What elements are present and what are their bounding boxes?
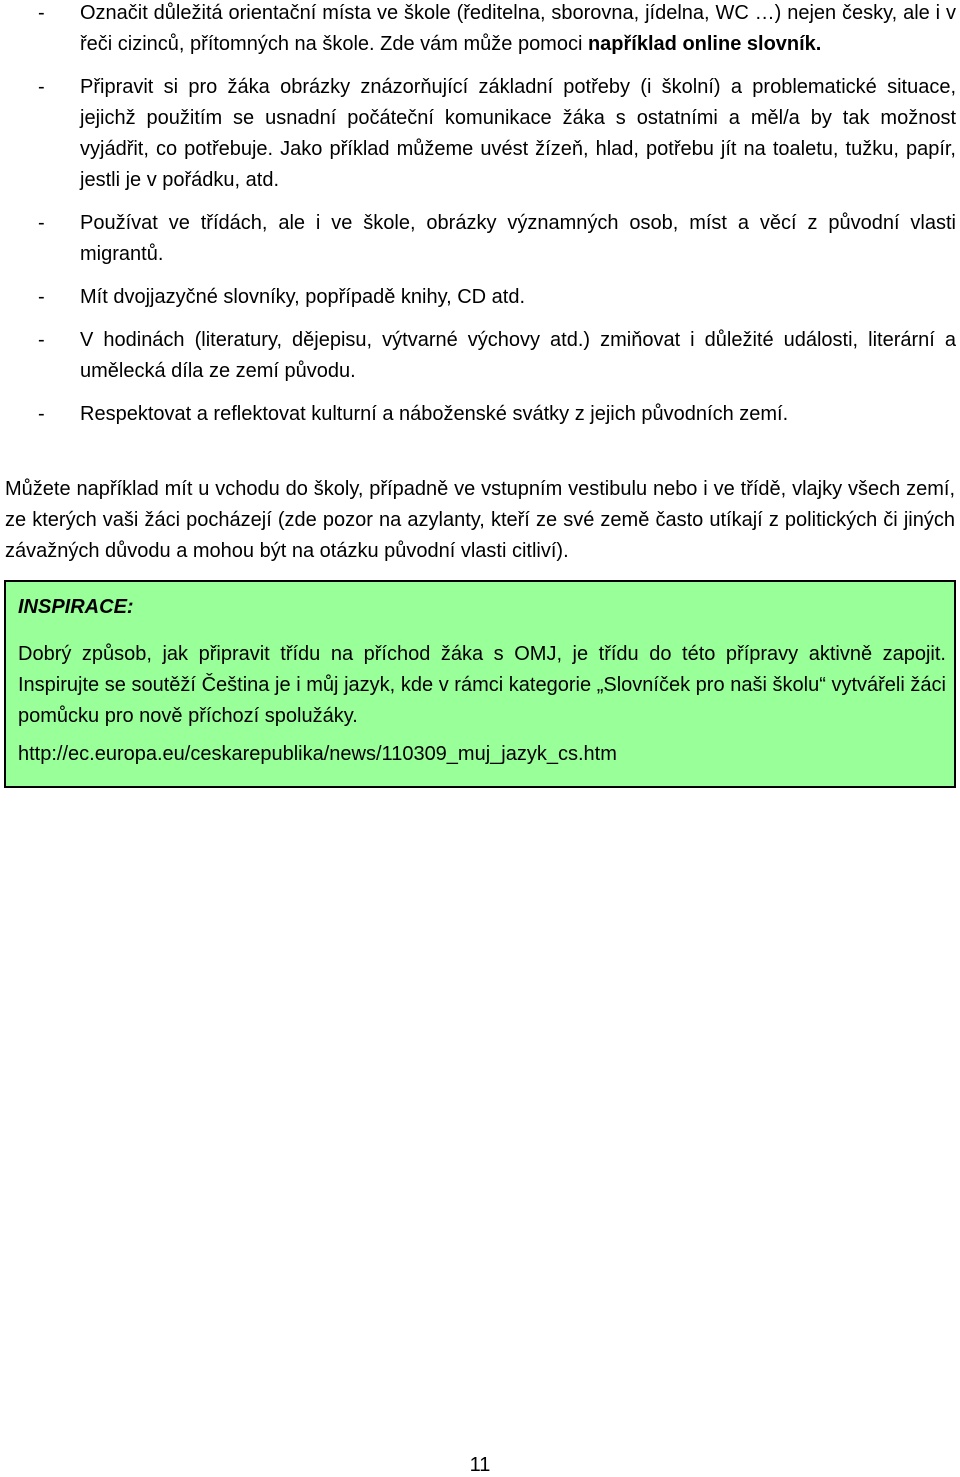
list-dash: - (38, 329, 45, 351)
list-dash: - (38, 403, 45, 425)
list-item (0, 282, 960, 313)
inspiration-link[interactable]: http://ec.europa.eu/ceskarepublika/news/110309_muj_jazyk_cs.htm (18, 743, 617, 765)
inspiration-box (4, 580, 956, 788)
inspiration-body: Dobrý způsob, jak připravit třídu na příchod žáka s OMJ, je třídu do této přípravy aktivně zapojit. Inspirujte se soutěží Čeština je i můj jazyk, kde v rámci kategorie „Slovníček pro naši školu“ vytvářeli žáci pomůcku pro nově příchozí spolužáky. (18, 643, 946, 727)
list-item-text: Označit důležitá orientační místa ve škole (ředitelna, sborovna, jídelna, WC …) nejen česky, ale i v řeči cizinců, přítomných na škole. Zde vám může pomoci (80, 2, 956, 55)
list-item-text: Používat ve třídách, ale i ve škole, obrázky významných osob, míst a věcí z původní vlasti migrantů. (80, 212, 956, 265)
list-item-text: Respektovat a reflektovat kulturní a náboženské svátky z jejich původních zemí. (80, 403, 789, 425)
page-number: 11 (469, 1454, 491, 1476)
list-item-bold-text: například online slovník. (587, 33, 822, 55)
inspiration-title: INSPIRACE: (18, 596, 134, 618)
list-dash: - (38, 76, 45, 98)
list-item-text: Mít dvojjazyčné slovníky, popřípadě knihy, CD atd. (80, 286, 526, 308)
list-dash: - (38, 286, 45, 308)
list-item (0, 325, 960, 387)
list-item-text: Připravit si pro žáka obrázky znázorňující základní potřeby (i školní) a problematické situace, jejichž použitím se usnadní počáteční komunikace žáka s ostatními a měl/a by tak možnost vyjádřit, co potřebuje. Jako příklad můžeme uvést žízeň, hlad, potřebu jít na toaletu, tužku, papír, jestli je v pořádku, atd. (80, 76, 956, 191)
list-dash: - (38, 2, 45, 24)
list-item (0, 208, 960, 270)
list-item (0, 72, 960, 196)
list-item (0, 0, 960, 60)
list-dash: - (38, 212, 45, 234)
recommendation-list (0, 0, 960, 442)
body-paragraph: Můžete například mít u vchodu do školy, případně ve vstupním vestibulu nebo i ve třídě, vlajky všech zemí, ze kterých vaši žáci pocházejí (zde pozor na azylanty, kteří ze své země často utíkají z politických či jiných závažných důvodu a mohou být na otázku původní vlasti citliví). (5, 478, 955, 562)
list-item-text: V hodinách (literatury, dějepisu, výtvarné výchovy atd.) zmiňovat i důležité události, literární a umělecká díla ze zemí původu. (80, 329, 956, 382)
list-item (0, 399, 960, 430)
